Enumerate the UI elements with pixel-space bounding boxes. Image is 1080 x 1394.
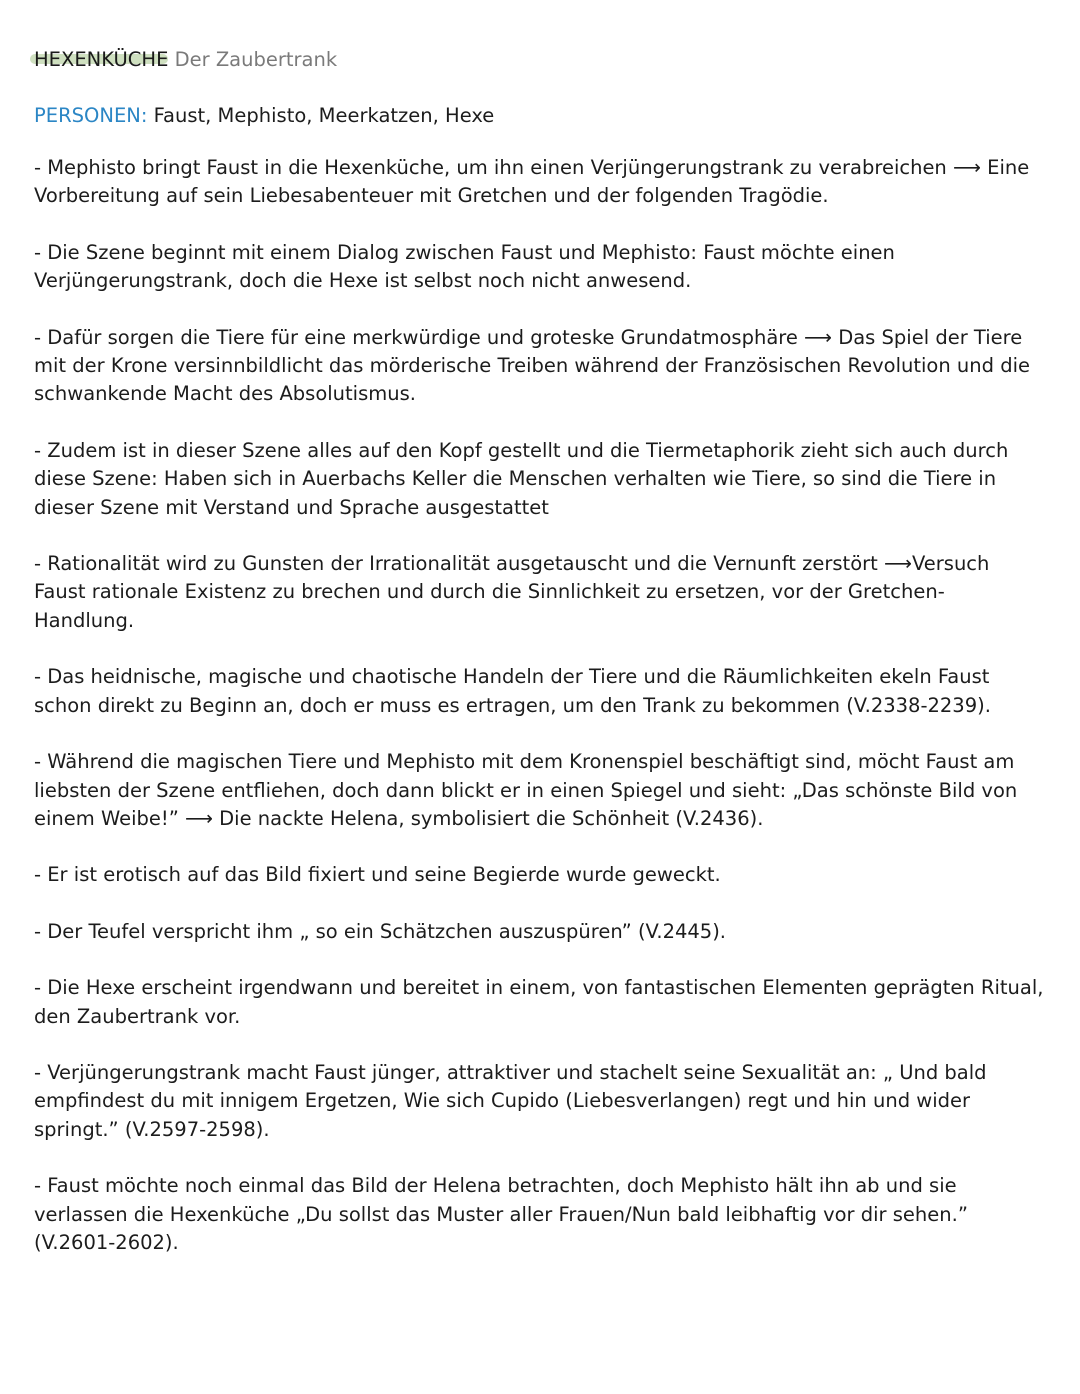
persons-line: [34, 98, 1044, 134]
title-subtitle: Der Zaubertrank: [174, 48, 338, 71]
paragraph: - Die Szene beginnt mit einem Dialog zwischen Faust und Mephisto: Faust möchte einen Verjüngerungstrank, doch die Hexe ist selbst noch nicht anwesend.: [34, 240, 895, 293]
paragraph: - Faust möchte noch einmal das Bild der Helena betrachten, doch Mephisto hält ihn ab und sie verlassen die Hexenküche „Du sollst das Muster aller Frauen/Nun bald leibhaftig vor dir sehen.” (V.2601-2602).: [34, 1174, 968, 1254]
paragraph: - Rationalität wird zu Gunsten der Irrationalität ausgetauscht und die Vernunft zerstört ⟶Versuch Faust rationale Existenz zu brechen und durch die Sinnlichkeit zu ersetzen, vor der Gretchen-Handlung.: [34, 552, 990, 632]
title-highlighted: HEXENKÜCHE: [34, 48, 169, 71]
paragraph: - Er ist erotisch auf das Bild fixiert und seine Begierde wurde geweckt.: [34, 863, 721, 887]
document-title: [34, 42, 1044, 78]
paragraph: - Während die magischen Tiere und Mephisto mit dem Kronenspiel beschäftigt sind, möcht Faust am liebsten der Szene entfliehen, doch dann blickt er in einen Spiegel und sieht: „Das schönste Bild von einem Weibe!” ⟶ Die nackte Helena, symbolisiert die Schönheit (V.2436).: [34, 750, 1018, 830]
document-page: [34, 42, 1044, 1257]
paragraph: - Der Teufel verspricht ihm „ so ein Schätzchen auszuspüren” (V.2445).: [34, 919, 727, 943]
persons-value: Faust, Mephisto, Meerkatzen, Hexe: [153, 104, 495, 127]
paragraph: - Das heidnische, magische und chaotische Handeln der Tiere und die Räumlichkeiten ekeln Faust schon direkt zu Beginn an, doch er muss es ertragen, um den Trank zu bekommen (V.2338-2239).: [34, 665, 991, 717]
paragraph: - Zudem ist in dieser Szene alles auf den Kopf gestellt und die Tiermetaphorik zieht sich auch durch diese Szene: Haben sich in Auerbachs Keller die Menschen verhalten wie Tiere, so sind die Tiere in dieser Szene mit Verstand und Sprache ausgestattet: [34, 438, 1009, 519]
paragraph: - Mephisto bringt Faust in die Hexenküche, um ihn einen Verjüngerungstrank zu verabreichen ⟶ Eine Vorbereitung auf sein Liebesabenteuer mit Gretchen und der folgenden Tragödie.: [34, 156, 1030, 208]
paragraph: - Die Hexe erscheint irgendwann und bereitet in einem, von fantastischen Elementen geprägten Ritual, den Zaubertrank vor.: [34, 976, 1044, 1028]
paragraph: - Verjüngerungstrank macht Faust jünger, attraktiver und stachelt seine Sexualität an: „ Und bald empfindest du mit innigem Ergetzen, Wie sich Cupido (Liebesverlangen) regt und hin und wider springt.” (V.2597-2598).: [34, 1060, 987, 1141]
paragraph: - Dafür sorgen die Tiere für eine merkwürdige und groteske Grundatmosphäre ⟶ Das Spiel der Tiere mit der Krone versinnbildlicht das mörderische Treiben während der Französischen Revolution und die schwankende Macht des Absolutismus.: [34, 325, 1031, 406]
persons-label: PERSONEN:: [34, 104, 148, 127]
